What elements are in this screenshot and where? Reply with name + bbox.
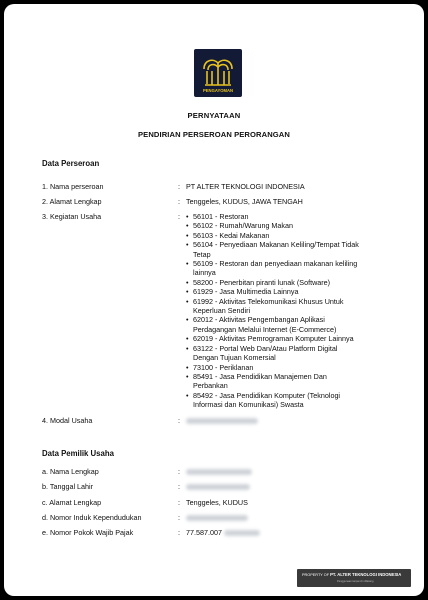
capital-value-redacted (186, 416, 258, 425)
bullet-icon: • (186, 277, 189, 287)
section-title-company: Data Perseroan (42, 159, 100, 168)
list-item: • 61992 - Aktivitas Telekomunikasi Khusus Untuk Keperluan Sendiri (186, 296, 344, 316)
list-item: • 62012 - Aktivitas Pengembangan Aplikasi Perdagangan Melalui Internet (E-Commerce) (186, 315, 337, 334)
owner-address-value: Tenggeles, KUDUS (186, 498, 248, 507)
bullet-icon: • (186, 362, 189, 372)
owner-dob-redacted (186, 482, 250, 491)
field-label: 1. Nama perseroan (42, 182, 104, 191)
list-item: • 85492 - Jasa Pendidikan Komputer (Teknologi Informasi dan Komunikasi) Swasta (186, 390, 341, 410)
separator: : (178, 513, 180, 522)
pengayoman-logo (194, 49, 242, 97)
watermark-company: PT. ALTER TEKNOLOGI INDONESIA (330, 572, 402, 577)
list-item: • 85491 - Jasa Pendidikan Manajemen Dan Perbankan (186, 371, 327, 391)
list-item: • 73100 - Periklanan (186, 362, 254, 372)
section-title-owner: Data Pemilik Usaha (42, 449, 114, 458)
bullet-icon: • (186, 296, 189, 306)
list-item: • 61929 - Jasa Multimedia Lainnya (186, 287, 299, 297)
separator: : (178, 197, 180, 206)
company-name-value: PT ALTER TEKNOLOGI INDONESIA (186, 182, 305, 191)
separator: : (178, 528, 180, 537)
separator: : (178, 182, 180, 191)
owner-nik-redacted (186, 513, 248, 522)
tree-emblem-icon (194, 49, 242, 97)
watermark-prefix: PROPERTY OF (302, 573, 330, 577)
bullet-icon: • (186, 221, 189, 231)
bullet-icon: • (186, 230, 189, 240)
bullet-icon: • (186, 287, 189, 297)
field-label: d. Nomor Induk Kependudukan (42, 513, 142, 522)
owner-name-redacted (186, 467, 252, 476)
separator: : (178, 482, 180, 491)
separator: : (178, 212, 180, 221)
list-item: • 62019 - Aktivitas Pemrograman Komputer Lainnya (186, 334, 354, 344)
list-item: • 58200 - Penerbitan piranti lunak (Software) (186, 277, 331, 287)
bullet-icon: • (186, 259, 189, 269)
list-item: • 63122 - Portal Web Dan/Atau Platform Digital Dengan Tujuan Komersial (186, 343, 338, 363)
watermark-tagline: Penggunaan tanpa izin dilarang (337, 580, 374, 583)
company-address-value: Tenggeles, KUDUS, JAWA TENGAH (186, 197, 303, 206)
field-label: b. Tanggal Lahir (42, 482, 94, 491)
document-subtitle: PENDIRIAN PERSEROAN PERORANGAN (138, 130, 290, 139)
owner-npwp-value: 77.587.007 (186, 528, 260, 537)
property-watermark (297, 569, 411, 587)
bullet-icon: • (186, 212, 189, 221)
bullet-icon: • (186, 240, 189, 250)
field-label: 2. Alamat Lengkap (42, 197, 102, 206)
field-label: a. Nama Lengkap (42, 467, 99, 476)
field-label: 4. Modal Usaha (42, 416, 93, 425)
field-label: e. Nomor Pokok Wajib Pajak (42, 528, 134, 537)
list-item: • 56102 - Rumah/Warung Makan (186, 221, 294, 231)
separator: : (178, 498, 180, 507)
list-item: • 56109 - Restoran dan penyediaan makanan keliling lainnya (186, 259, 358, 278)
svg-text:PENGAYOMAN: PENGAYOMAN (202, 88, 234, 93)
bullet-icon: • (186, 390, 189, 400)
field-label: c. Alamat Lengkap (42, 498, 102, 507)
activity-list (186, 212, 366, 410)
list-item: • 56101 - Restoran (186, 212, 249, 221)
bullet-icon: • (186, 343, 189, 353)
separator: : (178, 467, 180, 476)
list-item: • 56103 - Kedai Makanan (186, 230, 270, 240)
bullet-icon: • (186, 315, 189, 325)
bullet-icon: • (186, 371, 189, 381)
field-label: 3. Kegiatan Usaha (42, 212, 102, 221)
list-item: • 56104 - Penyediaan Makanan Keliling/Tempat Tidak Tetap (186, 240, 359, 259)
bullet-icon: • (186, 334, 189, 344)
separator: : (178, 416, 180, 425)
document-page (4, 4, 424, 596)
document-title: PERNYATAAN (187, 111, 241, 120)
